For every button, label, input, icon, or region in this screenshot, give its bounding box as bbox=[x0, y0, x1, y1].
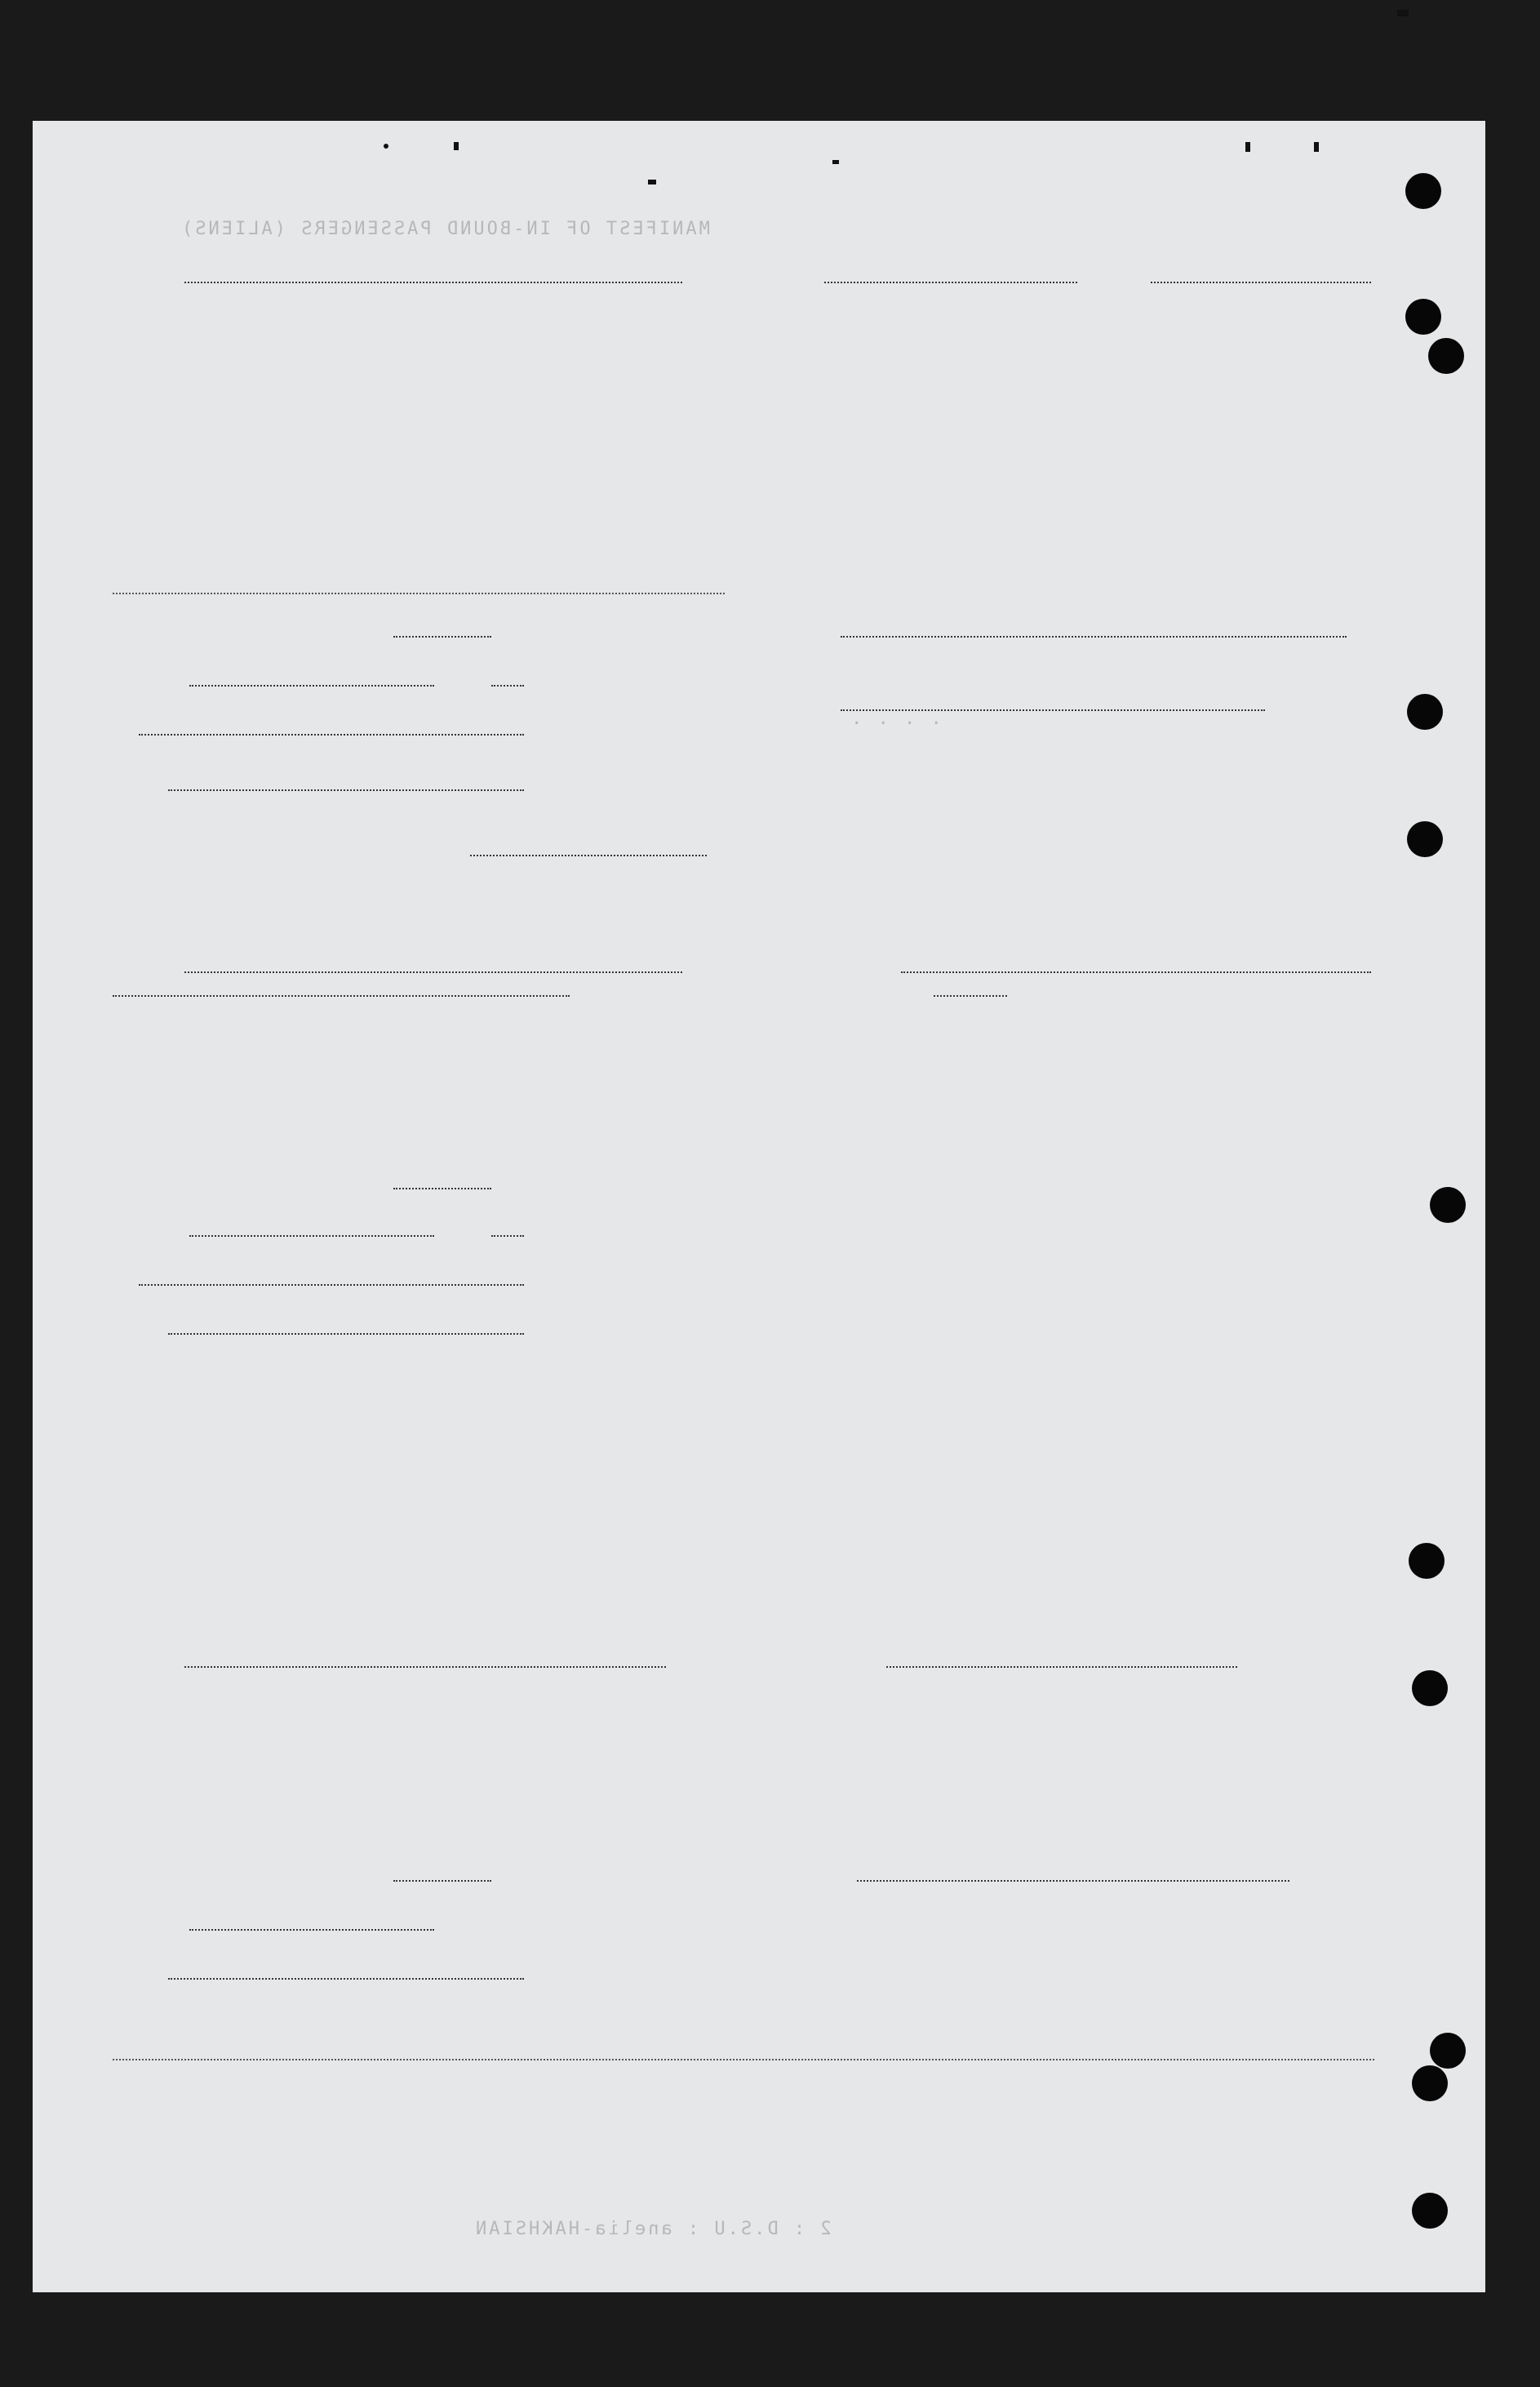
name-field bbox=[184, 1651, 666, 1674]
punch-hole bbox=[1428, 338, 1464, 374]
sworn-field bbox=[393, 1865, 491, 1888]
day-field bbox=[189, 1914, 434, 1937]
speck bbox=[1397, 10, 1409, 16]
punch-hole bbox=[1412, 2193, 1448, 2229]
year-field bbox=[491, 1220, 524, 1243]
punch-hole bbox=[1412, 2065, 1448, 2101]
day-field bbox=[189, 669, 434, 693]
officer-line bbox=[841, 694, 1265, 718]
inspector-line bbox=[168, 774, 524, 798]
from-field bbox=[1151, 266, 1371, 290]
bleed-through-text: 2 : D.S.U : anelia-HAKHSIAN bbox=[473, 2219, 832, 2239]
collector-line bbox=[168, 1962, 524, 1986]
ship-field bbox=[886, 1651, 1237, 1674]
speck bbox=[1314, 142, 1319, 152]
name-field bbox=[184, 956, 682, 980]
bottom-divider bbox=[113, 2059, 1374, 2060]
master-line bbox=[857, 1865, 1289, 1888]
sworn-field bbox=[393, 1172, 491, 1196]
speck bbox=[384, 144, 388, 149]
day-field bbox=[189, 1220, 434, 1243]
speck bbox=[1245, 142, 1250, 152]
signature-line bbox=[168, 1318, 524, 1341]
years-field bbox=[934, 980, 1007, 1003]
bleed-through-text: . . . . bbox=[849, 709, 942, 729]
bleed-through-text: MANIFEST OF IN-BOUND PASSENGERS (ALIENS) bbox=[180, 219, 710, 239]
sworn-field bbox=[393, 620, 491, 644]
speck bbox=[832, 160, 839, 164]
punch-hole bbox=[1412, 1670, 1448, 1706]
name-field bbox=[184, 266, 682, 290]
punch-hole bbox=[1405, 299, 1441, 335]
year-field bbox=[491, 669, 524, 693]
punch-hole bbox=[1405, 173, 1441, 209]
at-field bbox=[139, 718, 524, 742]
punch-hole bbox=[1407, 821, 1443, 857]
speck bbox=[454, 142, 459, 150]
ship-field bbox=[901, 956, 1371, 980]
punch-hole bbox=[1409, 1543, 1445, 1579]
divider bbox=[113, 593, 725, 594]
speck bbox=[648, 180, 656, 184]
signature-line bbox=[841, 620, 1347, 644]
ship-field bbox=[824, 266, 1077, 290]
punch-hole bbox=[1407, 694, 1443, 730]
punch-hole bbox=[1430, 1187, 1466, 1223]
at-field bbox=[139, 1269, 524, 1292]
document-page bbox=[33, 121, 1485, 2292]
surgeon-line bbox=[113, 980, 570, 1003]
divider-dots bbox=[470, 839, 707, 863]
punch-hole bbox=[1430, 2033, 1466, 2069]
